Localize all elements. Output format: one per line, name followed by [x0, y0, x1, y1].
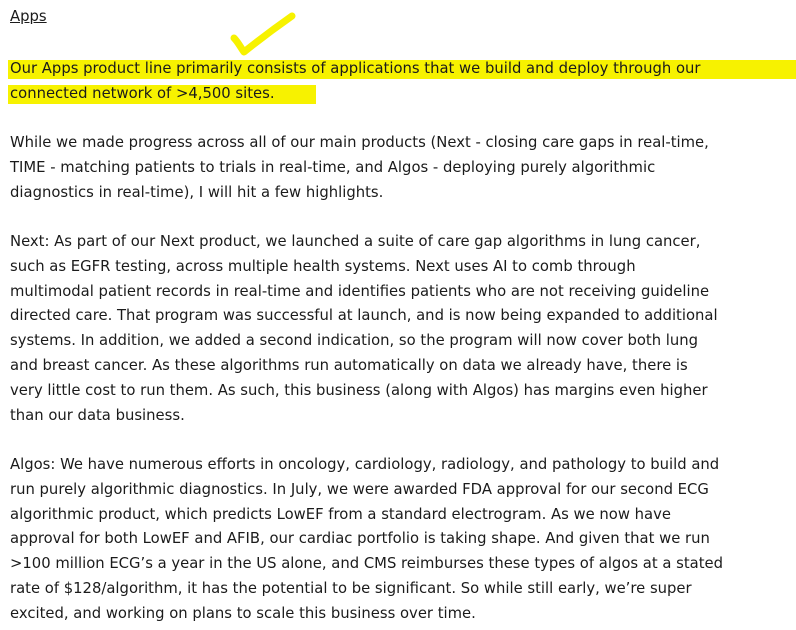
text-line: >100 million ECG’s a year in the US alone, and CMS reimburses these types of algos at a stated	[10, 555, 724, 573]
text-line: very little cost to run them. As such, this business (along with Algos) has margins even higher	[10, 381, 708, 399]
text-line: Algos: We have numerous efforts in oncology, cardiology, radiology, and pathology to build and	[10, 456, 720, 473]
document-title: Apps	[10, 8, 47, 25]
paragraph-algos	[10, 453, 794, 627]
highlighted-line: Our Apps product line primarily consists of applications that we build and deploy through our	[10, 60, 701, 77]
text-line: excited, and working on plans to scale this business over time.	[10, 604, 476, 622]
text-line: algorithmic product, which predicts LowEF from a standard electrogram. As we now have	[10, 505, 671, 523]
paragraph-next	[10, 230, 794, 428]
text-line: While we made progress across all of our main products (Next - closing care gaps in real-time,	[10, 134, 709, 151]
text-line: rate of $128/algorithm, it has the potential to be significant. So while still early, we’re super	[10, 579, 692, 597]
text-line: run purely algorithmic diagnostics. In July, we were awarded FDA approval for our second ECG	[10, 480, 709, 498]
text-line: multimodal patient records in real-time and identifies patients who are not receiving guideline	[10, 282, 710, 300]
text-line: Next: As part of our Next product, we launched a suite of care gap algorithms in lung cancer,	[10, 233, 701, 250]
text-line: directed care. That program was successful at launch, and is now being expanded to additional	[10, 307, 718, 325]
text-line: than our data business.	[10, 406, 185, 424]
highlighted-line: connected network of >4,500 sites.	[10, 84, 275, 102]
text-line: diagnostics in real-time), I will hit a few highlights.	[10, 183, 384, 201]
text-line: systems. In addition, we added a second indication, so the program will now cover both lung	[10, 332, 699, 350]
text-line: and breast cancer. As these algorithms run automatically on data we already have, there is	[10, 356, 688, 374]
paragraph-intro	[10, 131, 794, 205]
checkmark-icon	[228, 12, 298, 62]
text-line: approval for both LowEF and AFIB, our cardiac portfolio is taking shape. And given that we run	[10, 530, 710, 548]
text-line: TIME - matching patients to trials in real-time, and Algos - deploying purely algorithmic	[10, 158, 656, 176]
document-body	[10, 57, 794, 107]
text-line: such as EGFR testing, across multiple health systems. Next uses AI to comb through	[10, 257, 636, 275]
